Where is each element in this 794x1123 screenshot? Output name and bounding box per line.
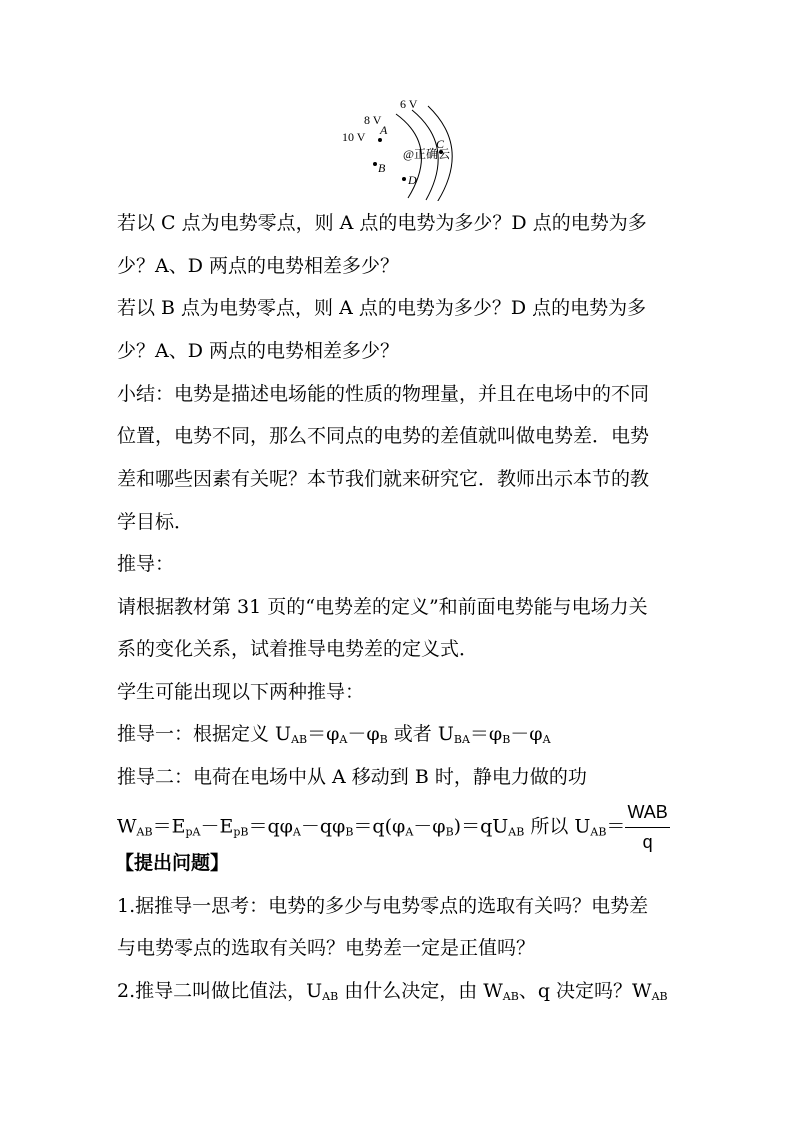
label-d: D bbox=[408, 173, 417, 187]
fraction bbox=[625, 800, 669, 855]
question-line: 1.据推导一思考：电势的多少与电势零点的选取有关吗？电势差 bbox=[117, 895, 649, 917]
formula-part: W bbox=[117, 815, 137, 838]
subscript: AB bbox=[291, 733, 308, 746]
label-b: B bbox=[378, 161, 386, 175]
section-heading: 【提出问题】 bbox=[115, 852, 230, 874]
fraction-denominator: q bbox=[642, 832, 653, 852]
question-two bbox=[117, 979, 668, 1004]
question-line: 若以 B 点为电势零点，则 A 点的电势为多少？D 点的电势为多 bbox=[117, 297, 647, 319]
fraction-numerator: WAB bbox=[625, 800, 669, 828]
work-formula bbox=[117, 800, 670, 855]
formula-part: －φ bbox=[413, 815, 446, 838]
summary-line: 学目标． bbox=[117, 511, 194, 533]
equals-phi: ＝φ bbox=[469, 723, 503, 745]
question-line: 与电势零点的选取有关吗？电势差一定是正值吗？ bbox=[117, 937, 536, 959]
subscript: BA bbox=[453, 733, 470, 746]
summary-line: 位置，电势不同，那么不同点的电势的差值就叫做电势差．电势 bbox=[117, 425, 650, 447]
subscript: AB bbox=[651, 990, 668, 1003]
summary-line: 小结：电势是描述电场能的性质的物理量，并且在电场中的不同 bbox=[117, 383, 650, 405]
paragraph-line: 学生可能出现以下两种推导： bbox=[117, 681, 365, 703]
point-a bbox=[378, 138, 382, 142]
subscript: B bbox=[502, 733, 511, 746]
watermark-text: @正确云 bbox=[403, 147, 451, 161]
subscript: A bbox=[542, 733, 551, 746]
point-b bbox=[373, 162, 377, 166]
or-text: 或者 U bbox=[387, 723, 454, 745]
formula-part: ＝E bbox=[152, 815, 186, 838]
label-a: A bbox=[380, 123, 388, 137]
equals-phi: ＝φ bbox=[307, 723, 340, 745]
label-6v: 6 V bbox=[400, 97, 418, 111]
equipotential-diagram bbox=[336, 96, 466, 201]
derivation-one bbox=[117, 722, 551, 747]
derivation-title: 推导： bbox=[117, 553, 175, 575]
formula-part: 所以 U bbox=[524, 815, 591, 838]
label-c: C bbox=[436, 137, 445, 151]
formula-part: －E bbox=[200, 815, 234, 838]
question-line: 若以 C 点为电势零点，则 A 点的电势为多少？D 点的电势为多 bbox=[117, 212, 647, 234]
formula-part: ＝q(φ bbox=[353, 815, 406, 838]
subscript: A bbox=[339, 733, 348, 746]
paragraph-line: 系的变化关系，试着推导电势差的定义式． bbox=[117, 638, 479, 660]
equipotential-figure bbox=[336, 96, 466, 201]
point-d bbox=[402, 177, 406, 181]
subscript: AB bbox=[502, 990, 519, 1003]
derivation-one-text: 推导一：根据定义 U bbox=[117, 723, 292, 745]
subscript: AB bbox=[508, 825, 525, 839]
subscript: AB bbox=[322, 990, 339, 1003]
label-10v: 10 V bbox=[342, 130, 366, 144]
formula-part: ＝ bbox=[606, 815, 626, 838]
subscript: pB bbox=[233, 825, 249, 839]
subscript: B bbox=[345, 825, 354, 839]
formula-part: －qφ bbox=[300, 815, 346, 838]
subscript: A bbox=[292, 825, 301, 839]
subscript: AB bbox=[590, 825, 607, 839]
question-line: 少？A、D 两点的电势相差多少？ bbox=[117, 340, 399, 362]
question-line: 少？A、D 两点的电势相差多少？ bbox=[117, 255, 399, 277]
paragraph-line: 请根据教材第 31 页的“电势差的定义”和前面电势能与电场力关 bbox=[117, 596, 648, 618]
derivation-two: 推导二：电荷在电场中从 A 移动到 B 时，静电力做的功 bbox=[117, 766, 587, 788]
summary-line: 差和哪些因素有关呢？本节我们就来研究它．教师出示本节的教 bbox=[117, 468, 650, 490]
subscript: B bbox=[379, 733, 388, 746]
subscript: AB bbox=[136, 825, 153, 839]
subscript: pA bbox=[185, 825, 201, 839]
subscript: B bbox=[445, 825, 454, 839]
formula-part: )＝qU bbox=[453, 815, 509, 838]
minus-phi: －φ bbox=[510, 723, 543, 745]
label-8v: 8 V bbox=[364, 113, 382, 127]
question-text: 、q 决定吗？W bbox=[518, 980, 652, 1002]
question-text: 由什么决定，由 W bbox=[338, 980, 503, 1002]
formula-part: ＝qφ bbox=[248, 815, 293, 838]
subscript: A bbox=[405, 825, 414, 839]
question-text: 2.推导二叫做比值法，U bbox=[117, 980, 323, 1002]
minus-phi: －φ bbox=[347, 723, 380, 745]
